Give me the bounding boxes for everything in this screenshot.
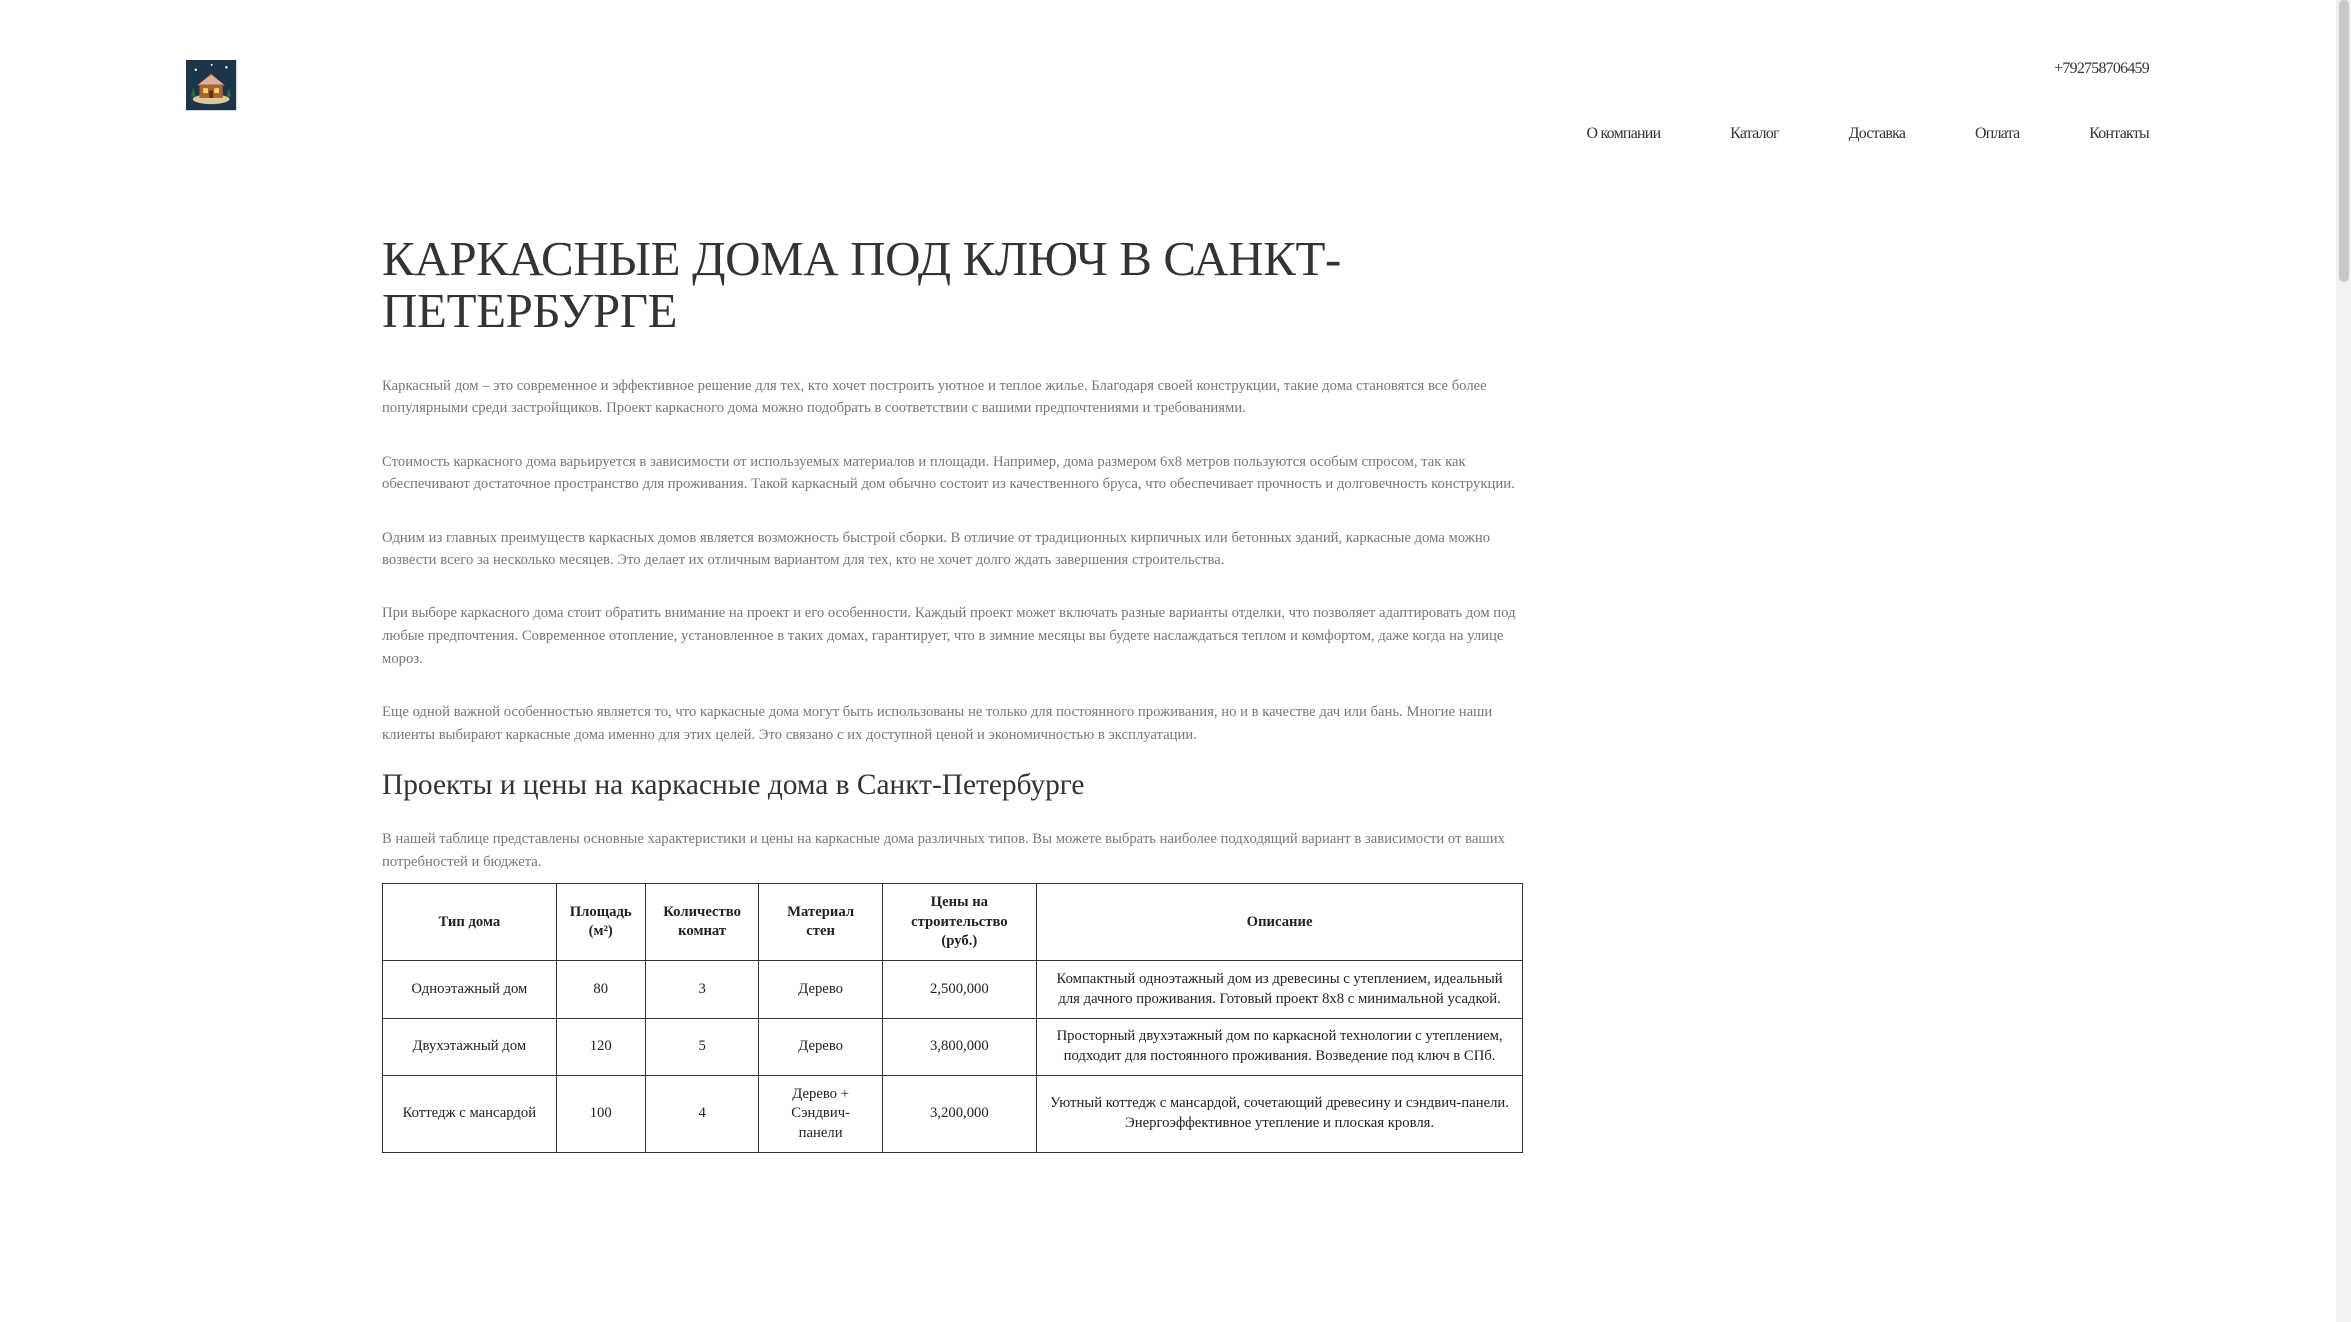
- site-logo[interactable]: [186, 60, 236, 110]
- table-cell: 4: [645, 1076, 759, 1153]
- phone-link[interactable]: +792758706459: [2054, 60, 2149, 77]
- table-header-cell: Описание: [1036, 884, 1522, 961]
- nav-item-delivery[interactable]: Доставка: [1848, 124, 1906, 142]
- table-header-cell: Количество комнат: [645, 884, 759, 961]
- table-cell: Дерево: [759, 1018, 882, 1075]
- table-cell: 100: [556, 1076, 645, 1153]
- main-nav: [1517, 125, 2149, 143]
- table-header-cell: Материал стен: [759, 884, 882, 961]
- nav-item-payment[interactable]: Оплата: [1975, 124, 2020, 142]
- table-cell: Одноэтажный дом: [383, 961, 557, 1018]
- paragraph: При выборе каркасного дома стоит обратить внимание на проект и его особенности. Каждый проект может включать разные варианты отделки, что позволяет адаптировать дом под любые предпочтения. Современное отопление, установленное в таких домах, гарантирует, что в зимние месяцы вы будете наслаждаться теплом и комфортом, даже когда на улице мороз.: [382, 605, 1516, 667]
- page-scrollbar[interactable]: [2336, 0, 2351, 1322]
- table-cell: Дерево: [759, 961, 882, 1018]
- table-cell: Коттедж с мансардой: [383, 1076, 557, 1153]
- table-row: [383, 961, 1523, 1018]
- paragraph: Каркасный дом – это современное и эффективное решение для тех, кто хочет построить уютное и теплое жилье. Благодаря своей конструкции, такие дома становятся все более популярными среди застройщиков. Проект каркасного дома можно подобрать в соответствии с вашими предпочтениями и требованиями.: [382, 377, 1487, 417]
- house-logo-icon: [186, 60, 236, 110]
- page-title: КАРКАСНЫЕ ДОМА ПОД КЛЮЧ В САНКТ-ПЕТЕРБУРГЕ: [382, 230, 1341, 339]
- section-title: Проекты и цены на каркасные дома в Санкт-Петербурге: [382, 769, 1085, 802]
- scrollbar-thumb[interactable]: [2339, 0, 2349, 282]
- nav-item-about[interactable]: О компании: [1586, 124, 1661, 142]
- table-cell: 3: [645, 961, 759, 1018]
- table-cell: Уютный коттедж с мансардой, сочетающий древесину и сэндвич-панели. Энергоэффективное утепление и плоская кровля.: [1036, 1076, 1522, 1153]
- table-cell: 5: [645, 1018, 759, 1075]
- paragraph: Одним из главных преимуществ каркасных домов является возможность быстрой сборки. В отличие от традиционных кирпичных или бетонных зданий, каркасные дома можно возвести всего за несколько месяцев. Это делает их отличным вариантом для тех, кто не хочет долго ждать завершения строительства.: [382, 529, 1491, 569]
- table-header-cell: Тип дома: [383, 884, 557, 961]
- table-row: [383, 1076, 1523, 1153]
- table-cell: 120: [556, 1018, 645, 1075]
- table-cell: Двухэтажный дом: [383, 1018, 557, 1075]
- prices-table: [382, 883, 1523, 1152]
- table-cell: 2,500,000: [882, 961, 1036, 1018]
- nav-item-contacts[interactable]: Контакты: [2089, 124, 2149, 142]
- table-cell: 80: [556, 961, 645, 1018]
- table-cell: 3,800,000: [882, 1018, 1036, 1075]
- table-cell: Компактный одноэтажный дом из древесины с утеплением, идеальный для дачного проживания. Готовый проект 8х8 с минимальной усадкой.: [1036, 961, 1522, 1018]
- table-cell: Просторный двухэтажный дом по каркасной технологии с утеплением, подходит для постоянного проживания. Возведение под ключ в СПб.: [1036, 1018, 1522, 1075]
- table-intro: В нашей таблице представлены основные характеристики и цены на каркасные дома различных типов. Вы можете выбрать наиболее подходящий вариант в зависимости от ваших потребностей и бюджета.: [382, 831, 1505, 871]
- main-content: [382, 230, 1523, 1153]
- nav-item-catalog[interactable]: Каталог: [1730, 124, 1779, 142]
- paragraph: Еще одной важной особенностью является то, что каркасные дома могут быть использованы не только для постоянного проживания, но и в качестве дач или бань. Многие наши клиенты выбирают каркасные дома именно для этих целей. Это связано с их доступной ценой и экономичностью в эксплуатации.: [382, 704, 1493, 743]
- table-header-cell: Цены на строительство (руб.): [882, 884, 1036, 961]
- table-row: [383, 1018, 1523, 1075]
- paragraph: Стоимость каркасного дома варьируется в зависимости от используемых материалов и площади. Например, дома размером 6х8 метров пользуются особым спросом, так как обеспечивают достаточное пространство для проживания. Такой каркасный дом обычно состоит из качественного бруса, что обеспечивает прочность и долговечность конструкции.: [382, 453, 1515, 493]
- table-header-cell: Площадь (м²): [556, 884, 645, 961]
- table-cell: 3,200,000: [882, 1076, 1036, 1153]
- table-header-row: [383, 884, 1523, 961]
- table-cell: Дерево + Сэндвич-панели: [759, 1076, 882, 1153]
